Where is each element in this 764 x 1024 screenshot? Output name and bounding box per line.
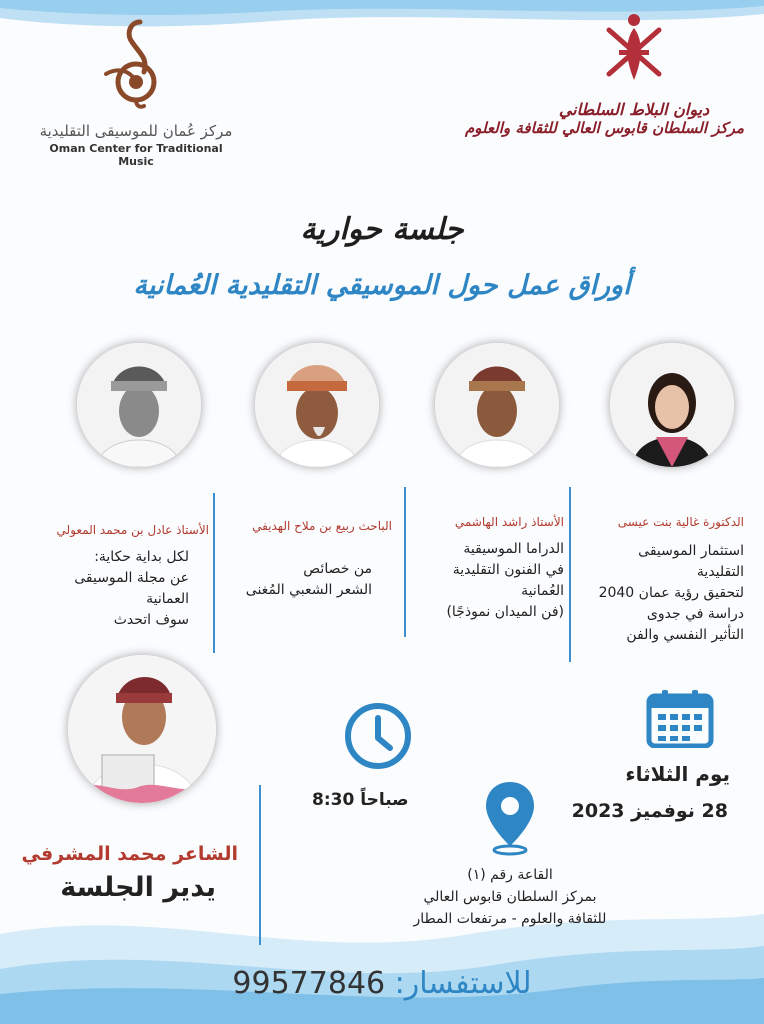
speaker-topic: استثمار الموسيقى التقليدية لتحقيق رؤية عمان 2040 دراسة في جدوى التأثير النفسي والفن <box>598 543 744 643</box>
speaker-photo-adel <box>77 343 201 467</box>
oman-center-name-en: Oman Center for Traditional Music <box>49 142 223 168</box>
speaker-photo-ghalia <box>610 343 734 467</box>
event-day: يوم الثلاثاء <box>625 762 730 786</box>
oman-center-name-ar: مركز عُمان للموسيقى التقليدية <box>39 122 233 140</box>
event-title: جلسة حوارية <box>300 212 464 247</box>
speaker-name: الباحث ربيع بن ملاح الهديفي <box>252 519 392 533</box>
event-date: 28 نوفميز 2023 <box>571 800 728 822</box>
contact-number[interactable]: 99577846 <box>232 966 386 1001</box>
speaker-block-rabia <box>222 519 392 601</box>
event-subtitle: أوراق عمل حول الموسيقي التقليدية العُمانية <box>133 270 631 301</box>
location-pin-icon <box>484 780 536 856</box>
moderator-role: يدير الجلسة <box>60 872 216 903</box>
separator-line <box>259 785 261 945</box>
separator-line <box>569 487 571 662</box>
oman-center-logo <box>36 18 236 178</box>
calendar-icon <box>646 688 714 748</box>
contact-label: للاستفسار: <box>394 966 532 1001</box>
event-time: 8:30 صباحاً <box>312 790 409 810</box>
speaker-topic: الدراما الموسيقية في الفنون التقليدية العُمانية (فن الميدان نموذجًا) <box>446 541 564 620</box>
separator-line <box>213 493 215 653</box>
speaker-name: الأستاذ عادل بن محمد المعولي <box>56 523 209 537</box>
speaker-topic: من خصائص الشعر الشعبي المُغنى <box>245 561 372 598</box>
speaker-photo-rashid <box>435 343 559 467</box>
moderator-name: الشاعر محمد المشرفي <box>21 843 238 865</box>
clock-icon <box>344 702 412 770</box>
speaker-block-ghalia <box>579 515 744 646</box>
treble-clef-icon <box>96 18 176 110</box>
royal-court-line1: ديوان البلاط السلطاني <box>558 100 710 119</box>
moderator-photo <box>68 655 216 803</box>
royal-court-line2: مركز السلطان قابوس العالي للثقافة والعلوم <box>464 119 744 137</box>
speaker-block-rashid <box>399 515 564 623</box>
speaker-photo-rabia <box>255 343 379 467</box>
oman-emblem-icon <box>601 10 667 90</box>
speaker-name: الأستاذ راشد الهاشمي <box>454 515 564 529</box>
contact-line <box>0 966 764 1001</box>
speaker-block-adel <box>14 523 209 631</box>
speaker-name: الدكتورة غالية بنت عيسى <box>617 515 744 529</box>
speaker-topic: لكل بداية حكاية: عن مجلة الموسيقى العمانية سوف اتحدث <box>74 549 189 628</box>
event-venue: القاعة رقم (١) بمركز السلطان قابوس العالي للثقافة والعلوم - مرتفعات المطار <box>413 867 607 927</box>
royal-court-logo <box>464 10 744 170</box>
